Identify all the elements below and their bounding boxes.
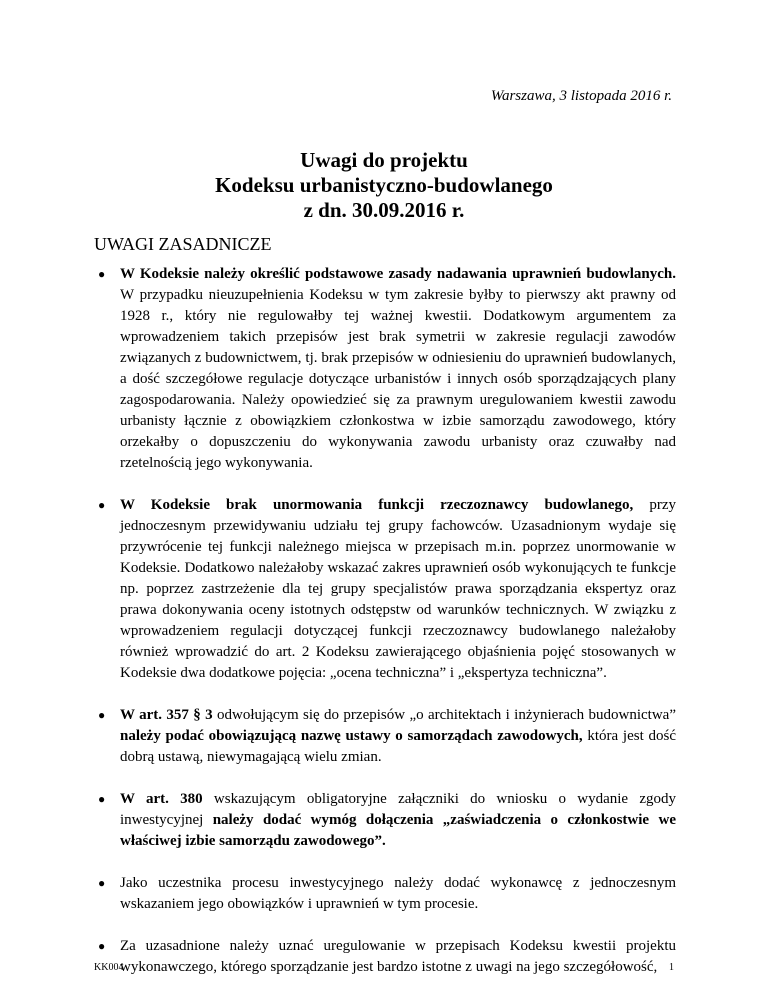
item-text: W przypadku nieuzupełnienia Kodeksu w tym zakresie byłby to pierwszy akt prawny od 1928 r., który nie regulowałby tej ważnej kwestii. Dodatkowym argumentem za wprowadzeniem takich przepisów jest brak symetrii w zakresie regulacji zawodów związanych z budownictwem, tj. brak przepisów w odniesieniu do uprawnień budowlanych, a dość szczegółowe regulacje dotyczące urbanistów i innych osób sporządzających plany zagospodarowania. Należy opowiedzieć się za prawnym uregulowaniem kwestii zawodu urbanisty łącznie z obowiązkiem członkostwa w izbie samorządu zawodowego, który orzekałby o dopuszczeniu do wykonywania zawodu urbanisty oraz czuwałby nad rzetelnością jego wykonywania. (120, 287, 676, 471)
title-line-3: z dn. 30.09.2016 r. (303, 198, 465, 222)
bullet-icon: ● (98, 792, 106, 806)
item-bold: W Kodeksie należy określić podstawowe zasady nadawania uprawnień budowlanych. (120, 266, 676, 282)
bullet-icon: ● (98, 498, 106, 512)
section-heading: UWAGI ZASADNICZE (94, 234, 272, 254)
list-item (94, 495, 676, 684)
item-text: przy jednoczesnym przewidywaniu udziału tej grupy fachowców. Uzasadnionym wydaje się przywrócenie tej funkcji należnego miejsca w przepisach m.in. poprzez unormowanie w Kodeksie. Dodatkowo należałoby wskazać zakres uprawnień osób wykonujących te funkcje np. poprzez zastrzeżenie dla tej grupy specjalistów prawa sporządzania ekspertyz oraz prawa dokonywania oceny istotnych odstępstw od warunków technicznych. W związku z wprowadzeniem regulacji dotyczącej funkcji rzeczoznawcy budowlanego należałoby również wprowadzić do art. 2 Kodeksu zawierającego objaśnienia pojęć stosowanych w Kodeksie dwa dodatkowe pojęcia: „ocena techniczna” i „ekspertyza techniczna”. (120, 497, 676, 681)
item-bold: W Kodeksie brak unormowania funkcji rzeczoznawcy budowlanego, (120, 497, 634, 513)
bullet-icon: ● (98, 267, 106, 281)
item-text: Za uzasadnione należy uznać uregulowanie w przepisach Kodeksu kwestii projektu wykonawczego, którego sporządzanie jest bardzo istotne z uwagi na jego szczegółowość, (120, 938, 676, 975)
list-item (94, 705, 676, 768)
item-bold: W art. 380 (120, 791, 203, 807)
bullet-icon: ● (98, 939, 106, 953)
list-item (94, 936, 676, 978)
item-bold: W art. 357 § 3 (120, 707, 213, 723)
item-text: wskazującym obligatoryjne załączniki do wniosku o wydanie zgody inwestycyjnej (120, 791, 677, 828)
list-item (94, 264, 676, 474)
list-item (94, 873, 676, 915)
bullet-icon: ● (98, 708, 106, 722)
list-item (94, 789, 676, 852)
document-title (0, 148, 768, 223)
remarks-list (94, 264, 676, 999)
item-bold-2: należy podać obowiązującą nazwę ustawy o samorządach zawodowych, (120, 728, 583, 744)
page-number: 1 (669, 962, 674, 973)
item-text-2: która jest dość dobrą ustawą, niewymagającą wielu zmian. (120, 728, 676, 765)
title-line-2: Kodeksu urbanistyczno-budowlanego (215, 173, 553, 197)
document-date: Warszawa, 3 listopada 2016 r. (490, 88, 672, 104)
item-text: Jako uczestnika procesu inwestycyjnego należy dodać wykonawcę z jednoczesnym wskazaniem jego obowiązków i uprawnień w tym procesie. (120, 875, 676, 912)
footer-code: KK004 (94, 962, 124, 973)
item-bold-2: należy dodać wymóg dołączenia „zaświadczenia o członkostwie we właściwej izbie samorządu zawodowego”. (120, 812, 676, 849)
item-text: odwołującym się do przepisów „o architektach i inżynierach budownictwa” (212, 707, 676, 723)
title-line-1: Uwagi do projektu (300, 148, 468, 172)
bullet-icon: ● (98, 876, 106, 890)
